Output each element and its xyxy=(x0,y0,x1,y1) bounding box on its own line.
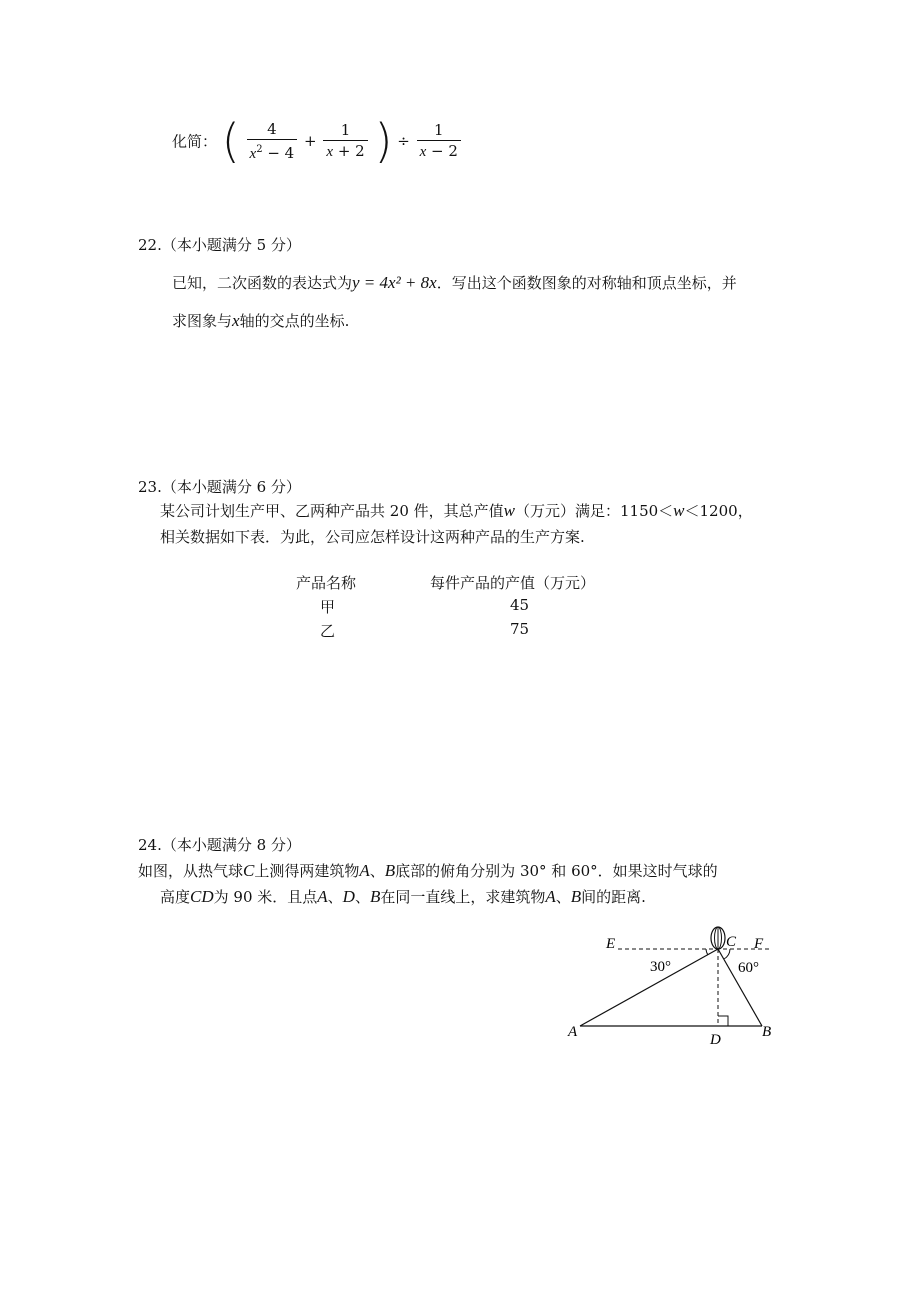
table-row-2-value: 75 xyxy=(510,620,530,638)
fraction-2 xyxy=(323,120,367,162)
q23-header: 23.（本小题满分 6 分） xyxy=(138,478,301,496)
q22-header: 22.（本小题满分 5 分） xyxy=(138,236,301,254)
line-CA xyxy=(580,949,718,1026)
fraction-1-numerator: 4 xyxy=(267,119,277,138)
fraction-2-denominator: x + 2 xyxy=(323,140,367,162)
label-E: E xyxy=(606,936,616,952)
table-row-1-name: 甲 xyxy=(320,598,336,616)
table-header-value: 每件产品的产值（万元） xyxy=(430,574,596,592)
table-row-1-value: 45 xyxy=(510,596,530,614)
q22-line2: 求图象与x轴的交点的坐标. xyxy=(172,311,350,330)
q24-header: 24.（本小题满分 8 分） xyxy=(138,836,301,854)
fraction-2-numerator: 1 xyxy=(340,121,351,139)
right-angle-marker xyxy=(718,1016,728,1026)
balloon-diagram xyxy=(560,922,790,1052)
fraction-3 xyxy=(417,120,461,162)
fraction-3-numerator: 1 xyxy=(433,121,444,139)
angle-arc-60 xyxy=(724,949,730,959)
fraction-1 xyxy=(247,119,298,164)
q21-expression xyxy=(172,114,463,174)
q22-line1: 已知，二次函数的表达式为y = 4x² + 8x．写出这个函数图象的对称轴和顶点坐标，并 xyxy=(172,273,737,292)
divide-sign: ÷ xyxy=(397,132,410,150)
label-angle-60: 60° xyxy=(738,960,759,976)
label-angle-30: 30° xyxy=(650,959,671,975)
q21-prefix: 化简： xyxy=(172,132,218,151)
fraction-3-denominator: x − 2 xyxy=(417,140,461,162)
label-C: C xyxy=(726,934,737,950)
q23-line2: 相关数据如下表．为此，公司应怎样设计这两种产品的生产方案. xyxy=(160,528,585,546)
q24-line2: 高度CD为 90 米．且点A、D、B在同一直线上，求建筑物A、B间的距离. xyxy=(160,887,646,906)
q23-line1: 某公司计划生产甲、乙两种产品共 20 件，其总产值w（万元）满足：1150＜w＜1200， xyxy=(160,501,753,520)
plus-sign: + xyxy=(304,132,317,150)
q24-line1: 如图，从热气球C上测得两建筑物A、B底部的俯角分别为 30° 和 60°．如果这时气球的 xyxy=(138,861,718,880)
q22-formula: y = 4x² + 8x xyxy=(352,273,437,292)
label-A: A xyxy=(568,1024,578,1040)
table-header-name: 产品名称 xyxy=(296,574,357,592)
label-D: D xyxy=(710,1032,721,1048)
left-paren: ( xyxy=(221,114,240,168)
fraction-1-denominator: $x^2 - 4$ xyxy=(247,139,298,164)
table-row-2-name: 乙 xyxy=(320,622,336,640)
angle-arc-30 xyxy=(706,949,708,955)
balloon-icon xyxy=(711,927,725,949)
label-B: B xyxy=(762,1024,772,1040)
right-paren: ) xyxy=(374,114,393,168)
label-F: F xyxy=(754,936,764,952)
